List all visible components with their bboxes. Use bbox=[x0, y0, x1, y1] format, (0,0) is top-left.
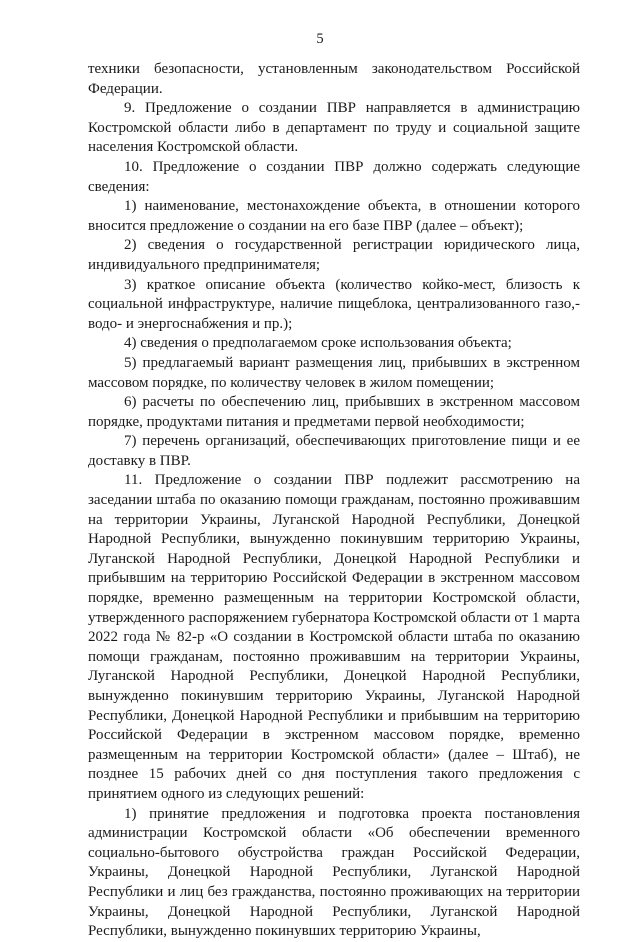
paragraph-item-11: 11. Предложение о создании ПВР подлежит рассмотрению на заседании штаба по оказанию помощи гражданам, постоянно проживавшим на территории Украины, Луганской Народной Республики, Донецкой Народной Республики, вынужденно покинувшим территорию Украины, Луганской Народной Республики, Донецкой Народной Республики и прибывшим на территорию Российской Федерации в экстренном массовом порядке, временно размещенным на территории Костромской области, утвержденного распоряжением губернатора Костромской области от 1 марта 2022 года № 82-р «О создании в Костромской области штаба по оказанию помощи гражданам, постоянно проживавшим на территории Украины, Луганской Народной Республики, Донецкой Народной Республики, вынужденно покинувшим территорию Украины, Луганской Народной Республики, Донецкой Народной Республики и прибывшим на территорию Российской Федерации в экстренном массовом порядке, временно размещенным на территории Костромской области» (далее – Штаб), не позднее 15 рабочих дней со дня поступления такого предложения с принятием одного из следующих решений: bbox=[88, 472, 580, 802]
subitem-10-7: 7) перечень организаций, обеспечивающих приготовление пищи и ее доставку в ПВР. bbox=[88, 433, 580, 469]
paragraph-continuation: техники безопасности, установленным законодательством Российской Федерации. bbox=[88, 61, 580, 97]
subitem-10-2: 2) сведения о государственной регистрации юридического лица, индивидуального предпринимателя; bbox=[88, 237, 580, 273]
subitem-10-1: 1) наименование, местонахождение объекта, в отношении которого вносится предложение о создании на его базе ПВР (далее – объект); bbox=[88, 198, 580, 234]
subitem-11-1: 1) принятие предложения и подготовка проекта постановления администрации Костромской области «Об обеспечении временного социально-бытового обустройства граждан Российской Федерации, Украины, Донецкой Народной Республики, Луганской Народной Республики и лиц без гражданства, постоянно проживающих на территории Украины, Донецкой Народной Республики, Луганской Народной Республики, вынужденно покинувших территорию Украины, bbox=[88, 805, 580, 940]
subitem-10-3: 3) краткое описание объекта (количество койко-мест, близость к социальной инфраструктуре, наличие пищеблока, централизованного газо,-водо- и энергоснабжения и пр.); bbox=[88, 276, 580, 332]
page-number: 5 bbox=[316, 31, 324, 47]
subitem-10-6: 6) расчеты по обеспечению лиц, прибывших в экстренном массовом порядке, продуктами питания и предметами первой необходимости; bbox=[88, 394, 580, 430]
paragraph-item-9: 9. Предложение о создании ПВР направляется в администрацию Костромской области либо в департамент по труду и социальной защите населения Костромской области. bbox=[88, 100, 580, 156]
paragraph-item-10: 10. Предложение о создании ПВР должно содержать следующие сведения: bbox=[88, 158, 580, 195]
document-body bbox=[88, 60, 580, 942]
subitem-10-5: 5) предлагаемый вариант размещения лиц, прибывших в экстренном массовом порядке, по количеству человек в жилом помещении; bbox=[88, 354, 580, 391]
subitem-10-4: 4) сведения о предполагаемом сроке использования объекта; bbox=[124, 335, 512, 352]
